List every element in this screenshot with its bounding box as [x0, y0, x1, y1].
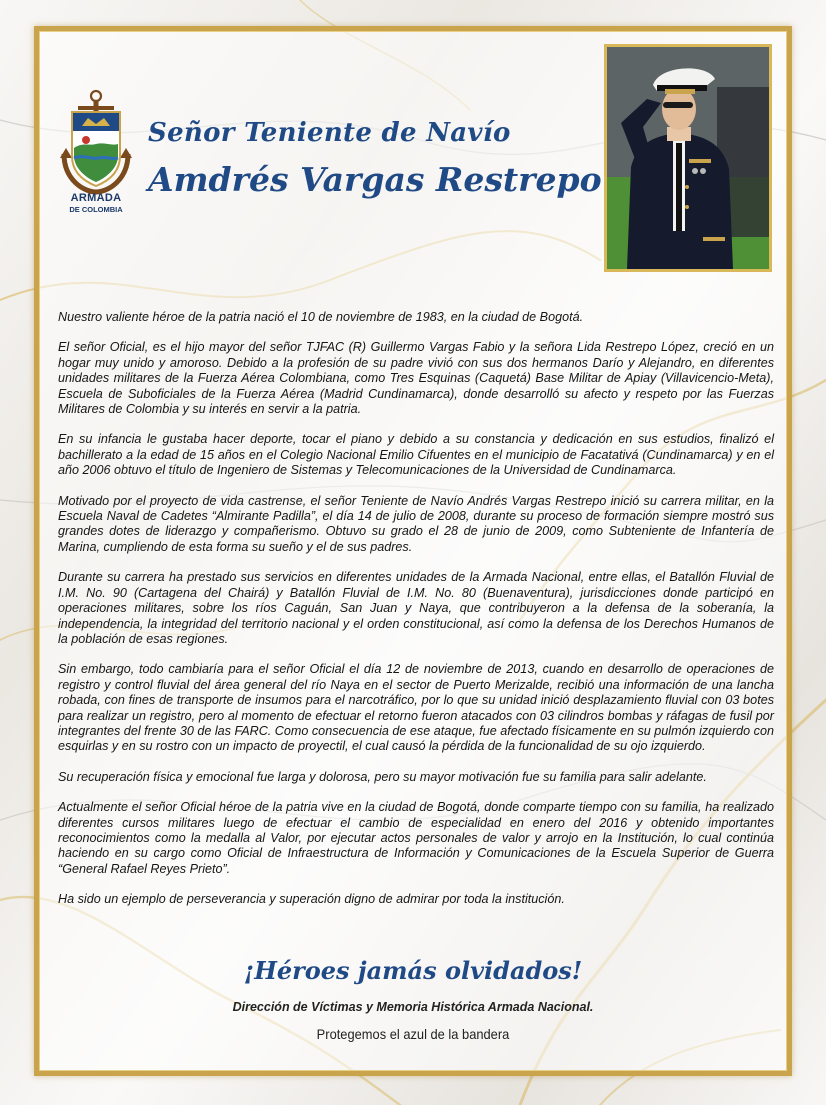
officer-name: Amdrés Vargas Restrepo	[148, 160, 602, 199]
slogan: ¡Héroes jamás olvidados!	[243, 956, 583, 985]
rank-title: Señor Teniente de Navío	[148, 118, 511, 148]
officer-photo	[604, 44, 772, 272]
signature-line: Dirección de Víctimas y Memoria Histórica Armada Nacional.	[232, 1000, 594, 1014]
biography-text	[58, 310, 774, 923]
paragraph-family: El señor Oficial, es el hijo mayor del señor TJFAC (R) Guillermo Vargas Fabio y la señora Lida Restrepo López, creció en un hogar muy unido y amoroso. Debido a la profesión de su padre vivió con sus dos hermanos Darío y Alejandro, en diferentes unidades militares de la Fuerza Aérea Colombiana, como Tres Esquinas (Caquetá) Base Militar de Apiay (Villavicencio-Meta), Escuela de Suboficiales de la Fuerza Aérea (Madrid Cundinamarca), donde desarrolló su afecto y respeto por las Fuerzas Militares de Colombia y su interés en servir a la patria.	[58, 340, 774, 417]
motto: Protegemos el azul de la bandera	[316, 1026, 510, 1042]
paragraph-career-start: Motivado por el proyecto de vida castrense, el señor Teniente de Navío Andrés Vargas Restrepo inició su carrera militar, en la Escuela Naval de Cadetes “Almirante Padilla”, el día 14 de julio de 2008, durante su proceso de formación siempre mostró sus grandes dotes de liderazgo y compañerismo. Obtuvo su grado el 28 de junio de 2009, como Subteniente de Infantería de Marina, cumpliendo de esta forma su sueño y el de sus padres.	[58, 493, 774, 554]
logo-text-armada: ARMADA	[70, 192, 122, 204]
paragraph-closing: Ha sido un ejemplo de perseverancia y superación digno de admirar por toda la institución.	[58, 892, 565, 907]
logo-text-colombia: DE COLOMBIA	[69, 205, 123, 214]
paragraph-birth: Nuestro valiente héroe de la patria nació el 10 de noviembre de 1983, en la ciudad de Bogotá.	[58, 310, 584, 324]
paragraph-present: Actualmente el señor Oficial héroe de la patria vive en la ciudad de Bogotá, donde comparte tiempo con su familia, ha realizado diferentes cursos militares luego de efectuar el cambio de especialidad en enero del 2016 y obtenido importantes reconocimientos como la medalla al Valor, por ejecutar actos personales de valor y arrojo en la Institución, lo cual continúa haciendo en su cargo como Oficial de Infraestructura de Información y Comunicaciones de la Escuela Superior de Guerra “General Rafael Reyes Prieto”.	[58, 800, 774, 876]
saluting-officer-portrait	[607, 47, 769, 269]
paragraph-childhood: En su infancia le gustaba hacer deporte, tocar el piano y debido a su constancia y dedicación en sus estudios, finalizó el bachillerato a la edad de 15 años en el Colegio Nacional Emilio Cifuentes en el municipio de Facatativá (Cundinamarca) y en el año 2006 obtuvo el título de Ingeniero de Sistemas y Telecomunicaciones de la Universidad de Cundinamarca.	[58, 432, 774, 478]
paragraph-attack: Sin embargo, todo cambiaría para el señor Oficial el día 12 de noviembre de 2013, cuando en desarrollo de operaciones de registro y control fluvial del área general del río Naya en el sector de Puerto Merizalde, recibió una información de una lancha robada, con fines de transporte de insumos para el narcotráfico, por lo que su unidad inició desplazamiento fluvial con 03 botes para realizar un registro, pero al momento de efectuar el retorno fueron atacados con 03 cilindros bombas y ráfagas de fusil por integrantes del frente 30 de las FARC. Como consecuencia de ese ataque, fue afectado físicamente en su pulmón izquierdo con esquirlas y en su rostro con un impacto de proyectil, el cual causó la pérdida de la funcionalidad de su ojo izquierdo.	[58, 662, 774, 754]
paragraph-recovery: Su recuperación física y emocional fue larga y dolorosa, pero su mayor motivación fue su familia para salir adelante.	[58, 769, 707, 784]
paragraph-service: Durante su carrera ha prestado sus servicios en diferentes unidades de la Armada Nacional, entre ellas, el Batallón Fluvial de I.M. No. 90 (Cartagena del Chairá) y Batallón Fluvial de I.M. No. 80 (Buenaventura), jurisdicciones donde participó en operaciones militares, sobre los ríos Caguán, San Juan y Naya, que contribuyeron a la defensa de la soberanía, la independencia, la integridad del territorio nacional y el orden constitucional, así como la defensa de los Derechos Humanos de la población de esas regiones.	[58, 570, 774, 646]
